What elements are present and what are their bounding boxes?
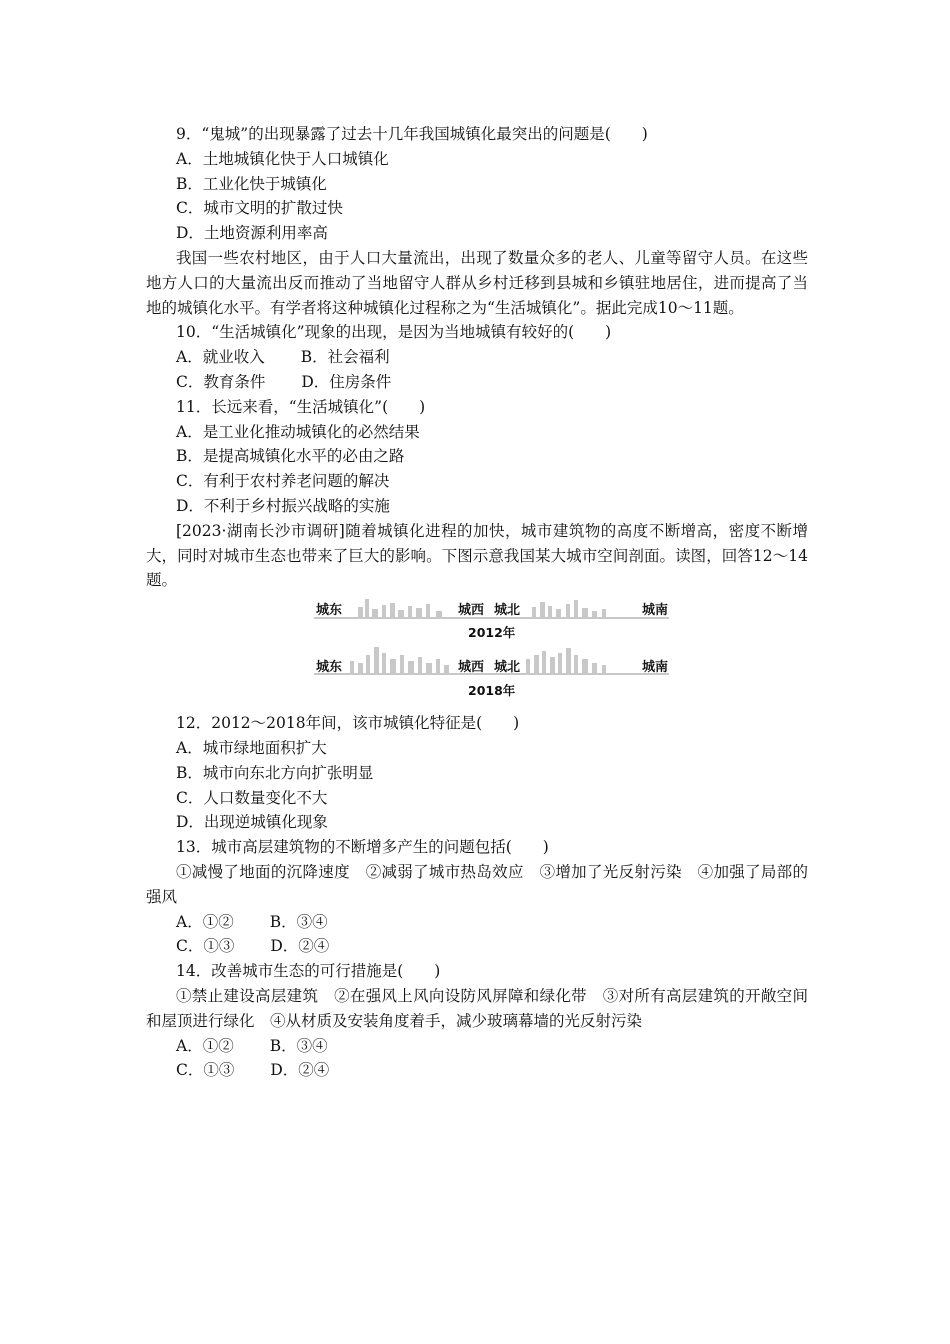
question-14-options-cd [146,1058,808,1083]
question-14-options-ab [146,1034,808,1059]
question-14-stem: 14．改善城市生态的可行措施是( ) [176,962,441,981]
question-12-option-d: D．出现逆城镇化现象 [176,813,328,832]
label-2012-south: 城南 [642,603,669,619]
question-11-option-a: A．是工业化推动城镇化的必然结果 [176,422,420,441]
question-10-stem: 10．“生活城镇化”现象的出现，是因为当地城镇有较好的( ) [176,323,612,342]
question-13-option-d: D．②④ [270,937,330,956]
label-2018-east: 城东 [316,660,343,676]
question-13-option-b: B．③④ [269,912,328,931]
question-11-option-d: D．不利于乡村振兴战略的实施 [176,496,390,515]
year-2012: 2012年 [468,625,516,641]
question-13-option-a: A．①② [176,912,234,931]
question-9-option-a: A．土地城镇化快于人口城镇化 [176,149,389,168]
year-2018: 2018年 [468,683,516,699]
question-14-option-a: A．①② [176,1036,234,1055]
question-9-option-b: B．工业化快于城镇化 [176,174,327,193]
question-11-option-b: B．是提高城镇化水平的必由之路 [176,447,405,466]
question-11-option-c: C．有利于农村养老问题的解决 [176,472,390,491]
city-profile-figure [146,593,808,711]
exam-page [146,122,808,1083]
question-10-option-b: B．社会福利 [300,348,390,367]
question-12-stem: 12．2012～2018年间，该市城镇化特征是( ) [176,714,520,733]
question-10-option-a: A．就业收入 [176,348,265,367]
label-2018-west: 城西 [458,660,485,676]
question-10-option-d: D．住房条件 [301,372,392,391]
label-2018-south: 城南 [642,660,669,676]
passage-12-14: [2023·湖南长沙市调研]随着城镇化进程的加快，城市建筑物的高度不断增高，密度不断增大，同时对城市生态也带来了巨大的影响。下图示意我国某大城市空间剖面。读图，回答12～14题。 [146,521,808,590]
passage-10-11: 我国一些农村地区，由于人口大量流出，出现了数量众多的老人、儿童等留守人员。在这些地方人口的大量流出反而推动了当地留守人群从乡村迁移到县城和乡镇驻地居住，进而提高了当地的城镇化水平。有学者将这种城镇化过程称之为“生活城镇化”。据此完成10～11题。 [146,248,808,317]
skyline-2018 [314,647,669,675]
label-2012-east: 城东 [316,603,343,619]
question-11-stem: 11．长远来看，“生活城镇化”( ) [176,397,426,416]
label-2012-north: 城北 [494,603,521,619]
question-10-option-c: C．教育条件 [176,372,266,391]
question-14-option-c: C．①③ [176,1061,235,1080]
question-14-option-b: B．③④ [269,1036,328,1055]
question-13-stem: 13．城市高层建筑物的不断增多产生的问题包括( ) [176,838,549,857]
question-9-option-c: C．城市文明的扩散过快 [176,199,343,218]
question-14-statements: ①禁止建设高层建筑 ②在强风上风向设防风屏障和绿化带 ③对所有高层建筑的开敞空间和屋顶进行绿化 ④从材质及安装角度着手，减少玻璃幕墙的光反射污染 [146,986,808,1030]
question-10-options-ab [146,345,808,370]
question-13-options-cd [146,934,808,959]
question-12-option-b: B．城市向东北方向扩张明显 [176,763,374,782]
question-9-option-d: D．土地资源利用率高 [176,224,328,243]
question-13-options-ab [146,910,808,935]
question-10-options-cd [146,370,808,395]
question-12-option-a: A．城市绿地面积扩大 [176,738,327,757]
question-13-option-c: C．①③ [176,937,235,956]
question-14-option-d: D．②④ [270,1061,330,1080]
skyline-2012 [314,599,669,619]
label-2018-north: 城北 [494,660,521,676]
question-13-statements: ①减慢了地面的沉降速度 ②减弱了城市热岛效应 ③增加了光反射污染 ④加强了局部的强风 [146,862,808,906]
question-12-option-c: C．人口数量变化不大 [176,788,328,807]
question-9-stem: 9．“鬼城”的出现暴露了过去十几年我国城镇化最突出的问题是( ) [176,125,648,143]
label-2012-west: 城西 [458,603,485,619]
